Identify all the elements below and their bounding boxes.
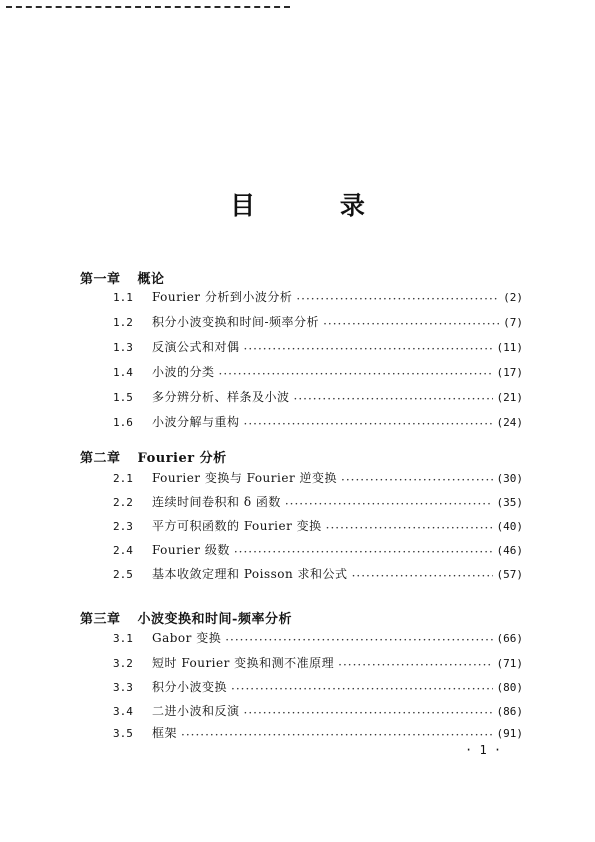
toc-entry[interactable]	[113, 493, 523, 513]
section-number: 2.2	[113, 496, 133, 509]
page-reference: (2)	[503, 291, 523, 304]
toc-entry[interactable]	[113, 469, 523, 489]
section-title: Fourier 分析到小波分析	[152, 290, 293, 304]
section-title: 小波的分类	[152, 365, 215, 379]
page-reference: (17)	[496, 366, 523, 379]
toc-entry[interactable]	[113, 338, 523, 358]
page-reference: (21)	[496, 391, 523, 404]
section-number: 1.5	[113, 391, 133, 404]
dot-leader	[326, 521, 493, 535]
section-number: 3.5	[113, 727, 133, 740]
header-rule	[6, 6, 290, 8]
section-number: 3.3	[113, 681, 133, 694]
dot-leader	[338, 658, 492, 672]
dot-leader	[352, 569, 493, 583]
chapter-heading	[80, 268, 165, 287]
section-title: 积分小波变换和时间-频率分析	[152, 315, 320, 329]
section-number: 1.4	[113, 366, 133, 379]
dot-leader	[231, 682, 492, 696]
section-number: 2.3	[113, 520, 133, 533]
section-number: 2.1	[113, 472, 133, 485]
dot-leader	[341, 473, 492, 487]
toc-entry[interactable]	[113, 541, 523, 561]
chapter-title: 概论	[137, 272, 165, 287]
chapter-title: 小波变换和时间-频率分析	[137, 612, 292, 627]
toc-entry[interactable]	[113, 702, 523, 722]
toc-entry[interactable]	[113, 724, 523, 744]
toc-entry[interactable]	[113, 363, 523, 383]
section-number: 1.6	[113, 416, 133, 429]
dot-leader	[225, 633, 492, 647]
toc-entry[interactable]	[113, 413, 523, 433]
chapter-heading	[80, 447, 227, 466]
section-number: 1.1	[113, 291, 133, 304]
section-title: 平方可积函数的 Fourier 变换	[152, 519, 322, 533]
section-number: 2.4	[113, 544, 133, 557]
dot-leader	[285, 497, 493, 511]
section-number: 1.2	[113, 316, 133, 329]
section-number: 2.5	[113, 568, 133, 581]
page-reference: (40)	[496, 520, 523, 533]
page-reference: (11)	[496, 341, 523, 354]
section-title: 二进小波和反演	[152, 704, 240, 718]
page-title: 目 录	[230, 191, 403, 220]
dot-leader	[234, 545, 493, 559]
page-reference: (7)	[503, 316, 523, 329]
section-title: Fourier 变换与 Fourier 逆变换	[152, 471, 338, 485]
section-title: Fourier 级数	[152, 543, 230, 557]
dot-leader	[244, 342, 493, 356]
dot-leader	[296, 292, 499, 306]
chapter-title: Fourier 分析	[137, 451, 227, 466]
toc-entry[interactable]	[113, 565, 523, 585]
chapter-number: 第一章	[80, 272, 121, 287]
section-number: 3.1	[113, 632, 133, 645]
dot-leader	[244, 417, 493, 431]
toc-entry[interactable]	[113, 517, 523, 537]
chapter-number: 第二章	[80, 451, 121, 466]
toc-entry[interactable]	[113, 678, 523, 698]
page-reference: (71)	[496, 657, 523, 670]
section-title: 短时 Fourier 变换和测不准原理	[152, 656, 335, 670]
section-title: 框架	[152, 726, 178, 740]
chapter-number: 第三章	[80, 612, 121, 627]
page-reference: (66)	[496, 632, 523, 645]
dot-leader	[181, 728, 492, 742]
chapter-heading	[80, 608, 292, 627]
dot-leader	[323, 317, 499, 331]
section-title: 小波分解与重构	[152, 415, 240, 429]
section-number: 1.3	[113, 341, 133, 354]
page-reference: (80)	[496, 681, 523, 694]
page-reference: (91)	[496, 727, 523, 740]
toc-entry[interactable]	[113, 288, 523, 308]
section-title: 反演公式和对偶	[152, 340, 240, 354]
section-number: 3.2	[113, 657, 133, 670]
page-reference: (30)	[496, 472, 523, 485]
toc-entry[interactable]	[113, 388, 523, 408]
dot-leader	[219, 367, 493, 381]
section-title: Gabor 变换	[152, 631, 222, 645]
section-title: 连续时间卷积和 δ 函数	[152, 495, 281, 509]
page-reference: (24)	[496, 416, 523, 429]
toc-entry[interactable]	[113, 313, 523, 333]
section-number: 3.4	[113, 705, 133, 718]
page-reference: (46)	[496, 544, 523, 557]
section-title: 积分小波变换	[152, 680, 228, 694]
dot-leader	[294, 392, 493, 406]
page-reference: (57)	[496, 568, 523, 581]
page-reference: (86)	[496, 705, 523, 718]
toc-entry[interactable]	[113, 654, 523, 674]
section-title: 基本收敛定理和 Poisson 求和公式	[152, 567, 348, 581]
section-title: 多分辨分析、样条及小波	[152, 390, 290, 404]
page-reference: (35)	[496, 496, 523, 509]
toc-entry[interactable]	[113, 629, 523, 649]
dot-leader	[244, 706, 493, 720]
page-number: · 1 ·	[465, 743, 502, 757]
